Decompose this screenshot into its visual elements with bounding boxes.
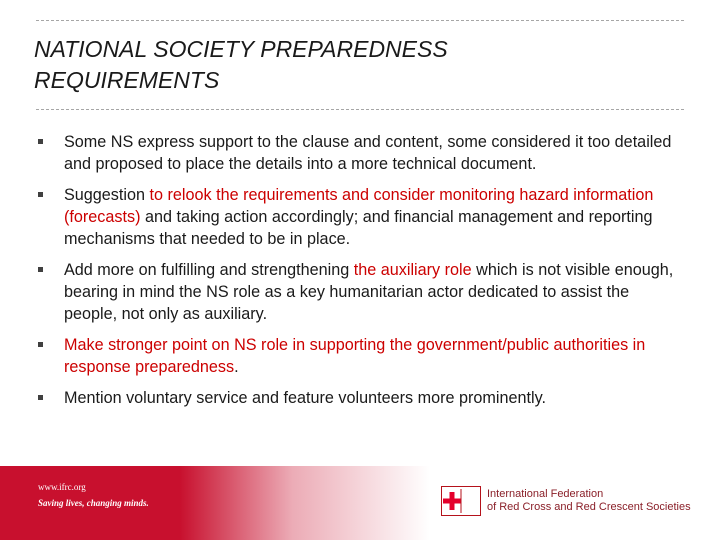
slide-title [34, 34, 674, 96]
ifrc-logo [441, 486, 701, 516]
footer [0, 466, 720, 540]
bullet-list [38, 131, 678, 418]
org-name-line-1: International Federation [487, 488, 604, 500]
square-bullet-icon [38, 139, 43, 144]
bullet-item [38, 387, 678, 409]
square-bullet-icon [38, 395, 43, 400]
bullet-highlight: Make stronger point on NS role in supporting the government/public authorities in response preparedness [64, 336, 646, 376]
footer-url: www.ifrc.org [38, 482, 86, 492]
org-name-line-2: of Red Cross and Red Crescent Societies [487, 501, 691, 513]
square-bullet-icon [38, 192, 43, 197]
bullet-text: and taking action accordingly; and financial management and reporting mechanisms that needed to be in place. [64, 208, 653, 248]
bullet-highlight: the auxiliary role [353, 261, 472, 279]
bullet-text: . [234, 358, 239, 376]
bullet-text: Add more on fulfilling and strengthening [64, 261, 354, 279]
bullet-text: Mention voluntary service and feature volunteers more prominently. [64, 389, 546, 407]
bullet-text: Some NS express support to the clause and content, some considered it too detailed and proposed to place the details into a more technical document. [64, 133, 672, 173]
bullet-text: Suggestion [64, 186, 150, 204]
title-line-1: NATIONAL SOCIETY PREPAREDNESS [34, 36, 448, 62]
red-cross-crescent-icon [441, 486, 481, 516]
footer-gradient [180, 466, 430, 540]
title-divider [36, 109, 684, 110]
top-divider [36, 20, 684, 21]
bullet-highlight: to relook the requirements and consider monitoring hazard information (forecasts) [64, 186, 654, 226]
footer-slogan: Saving lives, changing minds. [38, 498, 149, 508]
bullet-item [38, 131, 678, 175]
bullet-item [38, 184, 678, 250]
bullet-text: which is not visible enough, bearing in mind the NS role as a key humanitarian actor dedicated to assist the people, not only as auxiliary. [64, 261, 674, 323]
org-name [487, 488, 691, 514]
bullet-item [38, 334, 678, 378]
bullet-item [38, 259, 678, 325]
square-bullet-icon [38, 267, 43, 272]
title-line-2: REQUIREMENTS [34, 67, 220, 93]
square-bullet-icon [38, 342, 43, 347]
